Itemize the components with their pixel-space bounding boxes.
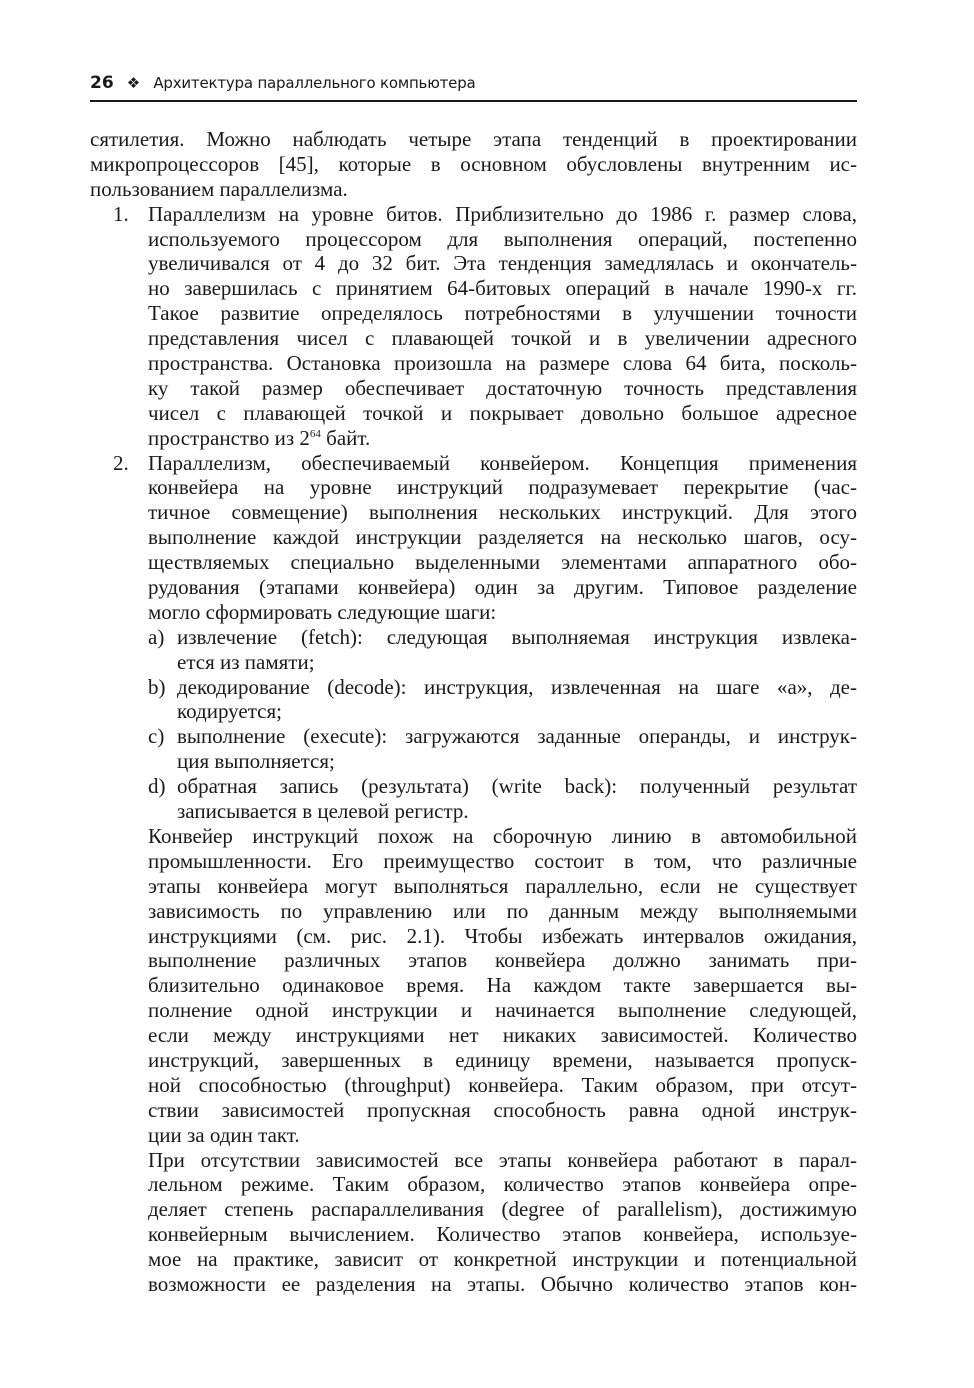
text-line: При отсутствии зависимостей все этапы конвейера работают в парал- (148, 1147, 857, 1172)
four-diamond-ornament-icon: ❖ (126, 74, 141, 92)
text-line: ции за один такт. (148, 1122, 300, 1147)
text-line: ной способностью (throughput) конвейера. Таким образом, при отсут- (148, 1072, 857, 1097)
chapter-title: Архитектура параллельного компьютера (153, 74, 476, 92)
text-line: конвейерным вычислением. Количество этапов конвейера, используе- (148, 1222, 857, 1247)
text-line: полнение одной инструкции и начинается выполнение следующей, (148, 998, 857, 1023)
text-line: инструкциями (см. рис. 2.1). Чтобы избежать интервалов ожидания, (148, 923, 857, 948)
text-line: Параллелизм на уровне битов. Приблизительно до 1986 г. размер слова, (148, 201, 857, 226)
text-line: ку такой размер обеспечивает достаточную точность представления (148, 375, 857, 400)
text-line: Конвейер инструкций похож на сборочную линию в автомобильной (148, 823, 857, 848)
sub-item-d (90, 774, 857, 824)
text-line: лельном режиме. Таким образом, количество этапов конвейера опре- (148, 1172, 857, 1197)
text-line: ствии зависимостей пропускная способность равна одной инструк- (148, 1097, 857, 1122)
text-line: этапы конвейера могут выполняться параллельно, если не существует (148, 873, 857, 898)
text-line: Параллелизм, обеспечиваемый конвейером. Концепция применения (148, 450, 857, 475)
text-line: ется из памяти; (177, 649, 315, 674)
sub-item-letter: b) (148, 674, 166, 699)
sub-item-letter: d) (148, 774, 166, 799)
list-item-2 (90, 451, 857, 1297)
text-line: используемого процессором для выполнения операций, постепенно (148, 226, 857, 251)
text-line: микропроцессоров [45], которые в основном обусловлены внутренним ис- (90, 151, 857, 176)
list-item-1 (90, 202, 857, 451)
text-line: зависимость по управлению или по данным между выполняемыми (148, 898, 857, 923)
text-line: выполнение (execute): загружаются заданные операнды, и инструк- (177, 724, 857, 749)
text-line: инструкций, завершенных в единицу времени, называется пропуск- (148, 1047, 857, 1072)
list-item-number: 1. (113, 201, 129, 226)
pipeline-paragraph-1 (90, 824, 857, 1148)
text-line: рудования (этапами конвейера) один за другим. Типовое разделение (148, 575, 857, 600)
text-line: мое на практике, зависит от конкретной инструкции и потенциальной (148, 1247, 857, 1272)
text-line: близительно одинаковое время. На каждом такте завершается вы- (148, 973, 857, 998)
body-text (90, 127, 857, 1297)
sub-item-letter: a) (148, 624, 165, 649)
text-line: если между инструкциями нет никаких зависимостей. Количество (148, 1023, 857, 1048)
text-line: деляет степень распараллеливания (degree of parallelism), достижимую (148, 1197, 857, 1222)
text-line: чисел с плавающей точкой и покрывает довольно большое адресное (148, 400, 857, 425)
text-line: могло сформировать следующие шаги: (148, 599, 497, 624)
text-line: тичное совмещение) выполнения нескольких инструкций. Для этого (148, 500, 857, 525)
text-line: представления чисел с плавающей точкой и в увеличении адресного (148, 326, 857, 351)
text-line: ция выполняется; (177, 749, 335, 774)
text-line: увеличивался от 4 до 32 бит. Эта тенденция замедлялась и окончатель- (148, 251, 857, 276)
text-line: пространство из $2^{64}$ байт. (148, 425, 371, 450)
sub-item-a (90, 625, 857, 675)
text-line: промышленности. Его преимущество состоит в том, что различные (148, 848, 857, 873)
sub-item-c (90, 724, 857, 774)
running-header (90, 70, 857, 102)
intro-paragraph (90, 127, 857, 202)
text-line: ществляемых специально выделенными элементами аппаратного обо- (148, 550, 857, 575)
list-item-number: 2. (113, 450, 129, 475)
page-number: 26 (90, 73, 114, 93)
text-line: возможности ее разделения на этапы. Обычно количество этапов кон- (148, 1271, 857, 1296)
text-line: Такое развитие определялось потребностями в улучшении точности (148, 301, 857, 326)
pipeline-paragraph-2 (90, 1148, 857, 1297)
text-line: сятилетия. Можно наблюдать четыре этапа тенденций в проектировании (90, 127, 857, 151)
sub-item-letter: c) (148, 724, 165, 749)
text-line: но завершилась с принятием 64-битовых операций в начале 1990-х гг. (148, 276, 857, 301)
text-line: извлечение (fetch): следующая выполняемая инструкция извлека- (177, 624, 857, 649)
text-line: записывается в целевой регистр. (177, 799, 469, 824)
text-line: выполнение различных этапов конвейера должно занимать при- (148, 948, 857, 973)
text-line: выполнение каждой инструкции разделяется на несколько шагов, осу- (148, 525, 857, 550)
text-line: пользованием параллелизма. (90, 176, 348, 201)
exponent: 64 (309, 427, 321, 440)
text-line: кодируется; (177, 699, 282, 724)
text-line: декодирование (decode): инструкция, извлеченная на шаге «a», де- (177, 674, 857, 699)
text-line: конвейера на уровне инструкций подразумевает перекрытие (час- (148, 475, 857, 500)
text-line: обратная запись (результата) (write back): полученный результат (177, 774, 857, 799)
text-line: пространства. Остановка произошла на размере слова 64 бита, посколь- (148, 351, 857, 376)
sub-item-b (90, 675, 857, 725)
